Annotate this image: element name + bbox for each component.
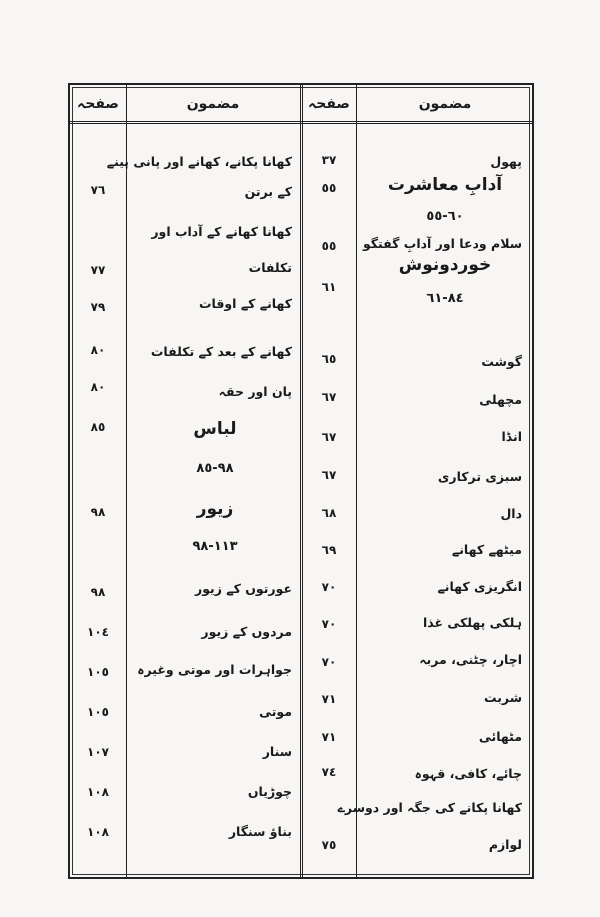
right-page-number: ٧٠ xyxy=(321,617,337,631)
right-page-number: ٧٠ xyxy=(321,580,337,594)
right-page-number: ٧٤ xyxy=(321,765,337,779)
header-page-right: صفحہ xyxy=(308,96,350,112)
right-page-number: ٥٥ xyxy=(321,181,337,195)
left-page-number: ٧٧ xyxy=(90,263,106,277)
left-page-number: ٨٠ xyxy=(90,343,106,357)
column-divider xyxy=(126,85,127,877)
left-topic: تکلفات xyxy=(248,260,292,275)
right-topic: مچھلی xyxy=(479,392,522,407)
left-page-number: ١٠٨ xyxy=(87,825,109,839)
right-page-number: ٣٧ xyxy=(321,153,337,167)
left-topic: کھانے کے اوقات xyxy=(198,296,292,311)
right-page-number: ٧١ xyxy=(321,730,337,744)
left-topic: پان اور حقہ xyxy=(218,384,292,399)
right-topic: گوشت xyxy=(481,354,522,369)
right-page-number: ٥٥ xyxy=(321,239,337,253)
right-topic: پھول xyxy=(490,154,522,169)
right-page-number: ٦٧ xyxy=(321,430,337,444)
left-topic: موتی xyxy=(259,704,292,719)
right-topic: ٦٠-٥٥ xyxy=(426,209,464,224)
right-page-number: ٦١ xyxy=(321,280,337,294)
left-topic: کھانے کے بعد کے تکلفات xyxy=(150,344,292,359)
left-page-number: ١٠٥ xyxy=(87,665,109,679)
left-topic: کھانا پکانے، کھانے اور پانی پینے xyxy=(106,154,292,169)
left-topic: عورتوں کے زیور xyxy=(195,581,292,596)
left-page-number: ٨٠ xyxy=(90,380,106,394)
right-topic: انگریزی کھانے xyxy=(437,579,522,594)
left-topic: لباس xyxy=(193,419,237,439)
left-topic: جواہرات اور موتی وغیرہ xyxy=(137,662,292,677)
right-topic: ہلکی پھلکی غذا xyxy=(422,615,522,630)
right-topic: انڈا xyxy=(501,429,522,444)
right-page-number: ٧٥ xyxy=(321,838,337,852)
right-page-number: ٦٥ xyxy=(321,352,337,366)
left-topic: ١١٣-٩٨ xyxy=(192,539,238,554)
left-page-number: ٧٩ xyxy=(90,300,106,314)
right-topic: آدابِ معاشرت xyxy=(387,175,503,195)
column-divider xyxy=(356,85,357,877)
contents-table xyxy=(68,83,534,879)
left-topic: کھانا کھانے کے آداب اور xyxy=(151,224,292,239)
left-page-number: ١٠٧ xyxy=(87,745,109,759)
left-topic: چوڑیاں xyxy=(247,784,292,799)
header-topic-left: مضمون xyxy=(186,96,240,112)
left-page-number: ٩٨ xyxy=(90,585,106,599)
right-topic: مٹھائی xyxy=(478,729,522,744)
right-page-number: ٧٠ xyxy=(321,655,337,669)
right-topic: سلام ودعا اور آدابِ گفتگو xyxy=(362,236,522,251)
left-page-number: ١٠٨ xyxy=(87,785,109,799)
right-topic: خوردونوش xyxy=(398,255,492,275)
right-topic: ٨٤-٦١ xyxy=(426,291,464,306)
left-topic: مردوں کے زیور xyxy=(201,624,292,639)
left-topic: سنار xyxy=(262,744,292,759)
left-page-number: ٧٦ xyxy=(90,183,106,197)
right-topic: کھانا پکانے کی جگہ اور دوسرے xyxy=(337,800,522,815)
right-page-number: ٦٩ xyxy=(321,543,337,557)
right-topic: شربت xyxy=(484,690,522,705)
left-page-number: ١٠٥ xyxy=(87,705,109,719)
left-topic: کے برتن xyxy=(244,184,292,199)
left-page-number: ٩٨ xyxy=(90,505,106,519)
left-topic: بناؤ سنگار xyxy=(228,824,292,839)
right-page-number: ٦٧ xyxy=(321,468,337,482)
right-page-number: ٦٨ xyxy=(321,506,337,520)
left-page-number: ٨٥ xyxy=(90,420,106,434)
header-topic-right: مضمون xyxy=(418,96,472,112)
right-topic: سبزی ترکاری xyxy=(437,469,522,484)
header-page-left: صفحہ xyxy=(77,96,119,112)
right-topic: چائے، کافی، قہوہ xyxy=(414,766,522,781)
right-topic: میٹھے کھانے xyxy=(451,542,522,557)
header-divider xyxy=(70,121,532,124)
right-topic: اچار، چٹنی، مربہ xyxy=(419,652,522,667)
right-topic: دال xyxy=(500,506,522,521)
right-page-number: ٧١ xyxy=(321,692,337,706)
right-topic: لوازم xyxy=(488,837,522,852)
left-topic: زیور xyxy=(196,499,234,519)
left-topic: ٩٨-٨٥ xyxy=(196,461,234,476)
right-page-number: ٦٧ xyxy=(321,390,337,404)
left-page-number: ١٠٤ xyxy=(87,625,109,639)
